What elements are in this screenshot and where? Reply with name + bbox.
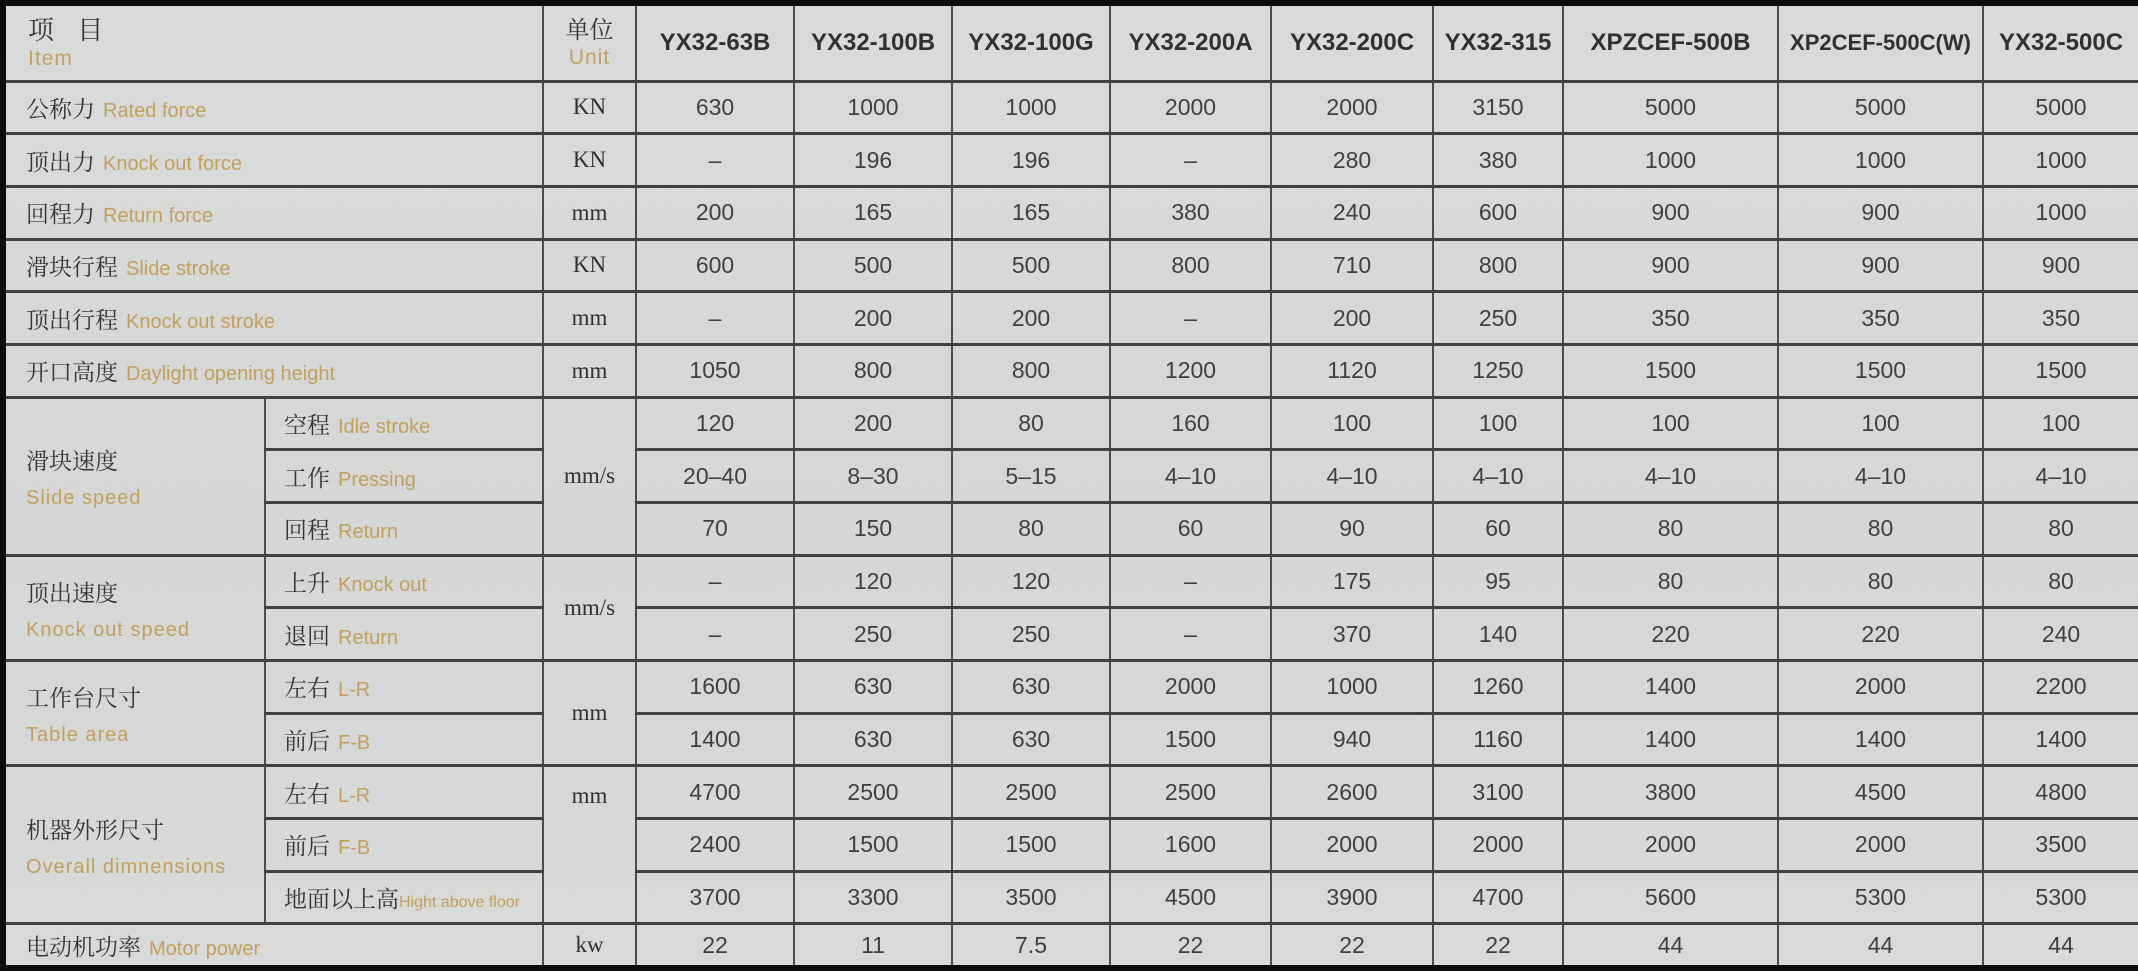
value-cell: 4–10 bbox=[1983, 450, 2138, 503]
row-label-en: F-B bbox=[338, 731, 371, 754]
table-row bbox=[3, 924, 2138, 968]
model-column-header: YX32-500C bbox=[1983, 3, 2138, 81]
row-label-zh: 公称力 bbox=[26, 95, 95, 122]
value-cell: 5300 bbox=[1983, 871, 2138, 924]
row-label bbox=[3, 292, 543, 345]
value-cell: 120 bbox=[952, 555, 1110, 608]
sub-row-label bbox=[265, 818, 543, 871]
value-cell: 800 bbox=[952, 344, 1110, 397]
value-cell: 4–10 bbox=[1563, 450, 1778, 503]
row-label-zh: 顶出行程 bbox=[26, 306, 118, 333]
row-label-zh: 电动机功率 bbox=[26, 933, 141, 960]
value-cell: 200 bbox=[636, 186, 794, 239]
value-cell: 20–40 bbox=[636, 450, 794, 503]
row-label-en: Motor power bbox=[149, 937, 261, 960]
value-cell: – bbox=[636, 608, 794, 661]
unit-cell: mm bbox=[543, 186, 636, 239]
spec-table-body bbox=[3, 81, 2138, 968]
value-cell: 2200 bbox=[1983, 660, 2138, 713]
value-cell: 630 bbox=[952, 660, 1110, 713]
value-cell: 250 bbox=[794, 608, 952, 661]
value-cell: 11 bbox=[794, 924, 952, 968]
table-row bbox=[3, 344, 2138, 397]
group-label-zh: 工作台尺寸 bbox=[26, 685, 141, 712]
row-label-zh: 开口高度 bbox=[26, 359, 118, 386]
group-label bbox=[3, 766, 265, 924]
model-column-header: YX32-100B bbox=[794, 3, 952, 81]
row-label-zh: 滑块行程 bbox=[26, 253, 118, 280]
value-cell: – bbox=[636, 292, 794, 345]
value-cell: 600 bbox=[636, 239, 794, 292]
value-cell: 3150 bbox=[1433, 81, 1563, 134]
value-cell: 350 bbox=[1778, 292, 1983, 345]
row-label-en: Pressing bbox=[338, 468, 416, 491]
row-label bbox=[3, 344, 543, 397]
value-cell: 280 bbox=[1271, 134, 1433, 187]
value-cell: 1000 bbox=[1271, 660, 1433, 713]
value-cell: 200 bbox=[794, 292, 952, 345]
sub-row-label bbox=[265, 608, 543, 661]
table-row bbox=[3, 134, 2138, 187]
header-row bbox=[3, 3, 2138, 81]
value-cell: 2000 bbox=[1778, 818, 1983, 871]
row-label-zh: 左右 bbox=[284, 675, 330, 702]
value-cell: 2400 bbox=[636, 818, 794, 871]
value-cell: 44 bbox=[1563, 924, 1778, 968]
model-column-header: YX32-200A bbox=[1110, 3, 1271, 81]
value-cell: 120 bbox=[794, 555, 952, 608]
value-cell: 1200 bbox=[1110, 344, 1271, 397]
value-cell: 200 bbox=[1271, 292, 1433, 345]
value-cell: 940 bbox=[1271, 713, 1433, 766]
table-row bbox=[3, 239, 2138, 292]
sub-row-label bbox=[265, 397, 543, 450]
value-cell: 1400 bbox=[1563, 713, 1778, 766]
value-cell: 3900 bbox=[1271, 871, 1433, 924]
value-cell: 1500 bbox=[1778, 344, 1983, 397]
value-cell: 500 bbox=[952, 239, 1110, 292]
value-cell: 4700 bbox=[636, 766, 794, 819]
unit-cell: KN bbox=[543, 81, 636, 134]
value-cell: 200 bbox=[952, 292, 1110, 345]
value-cell: 1500 bbox=[1563, 344, 1778, 397]
unit-cell: KN bbox=[543, 239, 636, 292]
row-label-en: Return bbox=[338, 626, 399, 649]
table-row bbox=[3, 713, 2138, 766]
value-cell: – bbox=[1110, 608, 1271, 661]
value-cell: 1500 bbox=[1110, 713, 1271, 766]
value-cell: – bbox=[636, 134, 794, 187]
row-label bbox=[3, 186, 543, 239]
table-row bbox=[3, 766, 2138, 819]
group-label-en: Overall dimnensions bbox=[26, 855, 227, 878]
value-cell: 1250 bbox=[1433, 344, 1563, 397]
value-cell: – bbox=[1110, 292, 1271, 345]
value-cell: 100 bbox=[1271, 397, 1433, 450]
value-cell: – bbox=[1110, 134, 1271, 187]
item-label-zh: 项 目 bbox=[28, 15, 112, 46]
value-cell: 150 bbox=[794, 502, 952, 555]
value-cell: 630 bbox=[952, 713, 1110, 766]
value-cell: 1000 bbox=[1563, 134, 1778, 187]
value-cell: 175 bbox=[1271, 555, 1433, 608]
value-cell: 800 bbox=[1110, 239, 1271, 292]
value-cell: 60 bbox=[1110, 502, 1271, 555]
group-label-en: Slide speed bbox=[26, 486, 142, 509]
value-cell: 380 bbox=[1433, 134, 1563, 187]
unit-cell: mm bbox=[543, 766, 636, 924]
unit-cell: KN bbox=[543, 134, 636, 187]
value-cell: – bbox=[636, 555, 794, 608]
row-label-zh: 回程力 bbox=[26, 201, 95, 228]
value-cell: 2000 bbox=[1110, 660, 1271, 713]
value-cell: 900 bbox=[1983, 239, 2138, 292]
value-cell: 800 bbox=[1433, 239, 1563, 292]
value-cell: 100 bbox=[1983, 397, 2138, 450]
value-cell: 60 bbox=[1433, 502, 1563, 555]
value-cell: 900 bbox=[1563, 239, 1778, 292]
row-label-zh: 左右 bbox=[284, 780, 330, 807]
value-cell: 2600 bbox=[1271, 766, 1433, 819]
table-row bbox=[3, 818, 2138, 871]
value-cell: 3300 bbox=[794, 871, 952, 924]
sub-row-label bbox=[265, 871, 543, 924]
row-label-zh: 前后 bbox=[284, 833, 330, 860]
value-cell: 500 bbox=[794, 239, 952, 292]
value-cell: 900 bbox=[1563, 186, 1778, 239]
model-column-header: YX32-63B bbox=[636, 3, 794, 81]
value-cell: 4–10 bbox=[1433, 450, 1563, 503]
value-cell: 5300 bbox=[1778, 871, 1983, 924]
row-label bbox=[3, 81, 543, 134]
row-label-en: Hight above floor bbox=[399, 893, 520, 911]
model-column-header: YX32-200C bbox=[1271, 3, 1433, 81]
value-cell: 5600 bbox=[1563, 871, 1778, 924]
row-label-zh: 地面以上高 bbox=[284, 885, 399, 912]
value-cell: 165 bbox=[794, 186, 952, 239]
value-cell: 800 bbox=[794, 344, 952, 397]
table-row bbox=[3, 502, 2138, 555]
value-cell: 80 bbox=[1563, 555, 1778, 608]
value-cell: 630 bbox=[794, 713, 952, 766]
value-cell: 7.5 bbox=[952, 924, 1110, 968]
row-label bbox=[3, 134, 543, 187]
value-cell: 22 bbox=[1271, 924, 1433, 968]
group-label bbox=[3, 660, 265, 765]
row-label-en: Rated force bbox=[103, 99, 207, 122]
value-cell: 5000 bbox=[1778, 81, 1983, 134]
row-label-en: F-B bbox=[338, 837, 371, 860]
unit-cell: mm/s bbox=[543, 555, 636, 660]
value-cell: 196 bbox=[952, 134, 1110, 187]
group-label-zh: 机器外形尺寸 bbox=[26, 816, 164, 843]
value-cell: 165 bbox=[952, 186, 1110, 239]
value-cell: 4500 bbox=[1778, 766, 1983, 819]
table-row bbox=[3, 450, 2138, 503]
value-cell: 4700 bbox=[1433, 871, 1563, 924]
row-label-en: Return force bbox=[103, 205, 214, 228]
row-label bbox=[3, 924, 543, 968]
value-cell: 44 bbox=[1778, 924, 1983, 968]
value-cell: 5–15 bbox=[952, 450, 1110, 503]
row-label bbox=[3, 239, 543, 292]
value-cell: 80 bbox=[1778, 555, 1983, 608]
table-row bbox=[3, 660, 2138, 713]
sub-row-label bbox=[265, 450, 543, 503]
value-cell: 100 bbox=[1433, 397, 1563, 450]
value-cell: 900 bbox=[1778, 186, 1983, 239]
value-cell: 2000 bbox=[1110, 81, 1271, 134]
value-cell: 1400 bbox=[1563, 660, 1778, 713]
unit-label-en: Unit bbox=[568, 45, 611, 69]
value-cell: 80 bbox=[1983, 555, 2138, 608]
model-column-header: YX32-100G bbox=[952, 3, 1110, 81]
value-cell: 196 bbox=[794, 134, 952, 187]
value-cell: 630 bbox=[636, 81, 794, 134]
value-cell: 3700 bbox=[636, 871, 794, 924]
value-cell: 1400 bbox=[1983, 713, 2138, 766]
unit-column-header bbox=[543, 3, 636, 81]
value-cell: 240 bbox=[1271, 186, 1433, 239]
row-label-zh: 顶出力 bbox=[26, 148, 95, 175]
value-cell: 2000 bbox=[1271, 81, 1433, 134]
item-label-en: Item bbox=[28, 46, 73, 70]
value-cell: 240 bbox=[1983, 608, 2138, 661]
value-cell: 2000 bbox=[1433, 818, 1563, 871]
value-cell: 900 bbox=[1778, 239, 1983, 292]
value-cell: 350 bbox=[1563, 292, 1778, 345]
value-cell: 1160 bbox=[1433, 713, 1563, 766]
value-cell: 8–30 bbox=[794, 450, 952, 503]
model-column-header: XP2CEF-500C(W) bbox=[1778, 3, 1983, 81]
unit-cell: mm bbox=[543, 660, 636, 765]
value-cell: 2000 bbox=[1563, 818, 1778, 871]
sub-row-label bbox=[265, 660, 543, 713]
value-cell: 22 bbox=[636, 924, 794, 968]
table-row bbox=[3, 186, 2138, 239]
value-cell: 2500 bbox=[1110, 766, 1271, 819]
value-cell: 1000 bbox=[1983, 134, 2138, 187]
value-cell: 80 bbox=[952, 397, 1110, 450]
value-cell: 2000 bbox=[1778, 660, 1983, 713]
value-cell: 120 bbox=[636, 397, 794, 450]
row-label-en: Knock out force bbox=[103, 152, 242, 175]
value-cell: 100 bbox=[1778, 397, 1983, 450]
value-cell: 160 bbox=[1110, 397, 1271, 450]
table-row bbox=[3, 871, 2138, 924]
value-cell: 4–10 bbox=[1778, 450, 1983, 503]
value-cell: 250 bbox=[952, 608, 1110, 661]
table-row bbox=[3, 608, 2138, 661]
table-row bbox=[3, 555, 2138, 608]
value-cell: 140 bbox=[1433, 608, 1563, 661]
value-cell: 1600 bbox=[636, 660, 794, 713]
value-cell: 370 bbox=[1271, 608, 1433, 661]
row-label-en: Daylight opening height bbox=[126, 363, 336, 386]
value-cell: 3500 bbox=[952, 871, 1110, 924]
value-cell: 80 bbox=[1983, 502, 2138, 555]
table-header bbox=[3, 3, 2138, 81]
value-cell: 1120 bbox=[1271, 344, 1433, 397]
value-cell: 1500 bbox=[794, 818, 952, 871]
value-cell: 1600 bbox=[1110, 818, 1271, 871]
value-cell: 90 bbox=[1271, 502, 1433, 555]
value-cell: 600 bbox=[1433, 186, 1563, 239]
value-cell: 80 bbox=[952, 502, 1110, 555]
row-label-zh: 工作 bbox=[284, 464, 330, 491]
value-cell: 1500 bbox=[952, 818, 1110, 871]
value-cell: 100 bbox=[1563, 397, 1778, 450]
value-cell: 710 bbox=[1271, 239, 1433, 292]
value-cell: 1260 bbox=[1433, 660, 1563, 713]
row-label-zh: 前后 bbox=[284, 727, 330, 754]
value-cell: 250 bbox=[1433, 292, 1563, 345]
row-label-en: Knock out bbox=[338, 573, 427, 596]
value-cell: 4500 bbox=[1110, 871, 1271, 924]
row-label-zh: 退回 bbox=[284, 622, 330, 649]
row-label-en: Return bbox=[338, 521, 399, 544]
unit-cell: mm bbox=[543, 292, 636, 345]
table-row bbox=[3, 397, 2138, 450]
model-column-header: XPZCEF-500B bbox=[1563, 3, 1778, 81]
value-cell: 220 bbox=[1563, 608, 1778, 661]
sub-row-label bbox=[265, 555, 543, 608]
value-cell: 1000 bbox=[794, 81, 952, 134]
value-cell: 80 bbox=[1778, 502, 1983, 555]
value-cell: 3500 bbox=[1983, 818, 2138, 871]
value-cell: 1050 bbox=[636, 344, 794, 397]
unit-cell: mm/s bbox=[543, 397, 636, 555]
value-cell: 4800 bbox=[1983, 766, 2138, 819]
value-cell: 1400 bbox=[1778, 713, 1983, 766]
row-label-zh: 上升 bbox=[284, 569, 330, 596]
value-cell: 380 bbox=[1110, 186, 1271, 239]
value-cell: 350 bbox=[1983, 292, 2138, 345]
row-label-zh: 空程 bbox=[284, 411, 330, 438]
group-label-en: Table area bbox=[26, 723, 130, 746]
table-row bbox=[3, 81, 2138, 134]
value-cell: 22 bbox=[1110, 924, 1271, 968]
value-cell: 630 bbox=[794, 660, 952, 713]
value-cell: 44 bbox=[1983, 924, 2138, 968]
value-cell: 1000 bbox=[1778, 134, 1983, 187]
value-cell: 4–10 bbox=[1271, 450, 1433, 503]
value-cell: 5000 bbox=[1983, 81, 2138, 134]
table-row bbox=[3, 292, 2138, 345]
row-label-en: L-R bbox=[338, 679, 371, 702]
value-cell: 220 bbox=[1778, 608, 1983, 661]
value-cell: 2000 bbox=[1271, 818, 1433, 871]
group-label bbox=[3, 397, 265, 555]
value-cell: 200 bbox=[794, 397, 952, 450]
sub-row-label bbox=[265, 713, 543, 766]
value-cell: 1000 bbox=[1983, 186, 2138, 239]
value-cell: 4–10 bbox=[1110, 450, 1271, 503]
unit-cell: mm bbox=[543, 344, 636, 397]
value-cell: 70 bbox=[636, 502, 794, 555]
value-cell: 2500 bbox=[952, 766, 1110, 819]
value-cell: 2500 bbox=[794, 766, 952, 819]
sub-row-label bbox=[265, 502, 543, 555]
value-cell: 3800 bbox=[1563, 766, 1778, 819]
value-cell: 3100 bbox=[1433, 766, 1563, 819]
unit-label-zh: 单位 bbox=[565, 16, 614, 44]
row-label-en: Knock out stroke bbox=[126, 310, 275, 333]
value-cell: – bbox=[1110, 555, 1271, 608]
group-label-zh: 顶出速度 bbox=[26, 579, 118, 606]
item-column-header bbox=[3, 3, 543, 81]
row-label-zh: 回程 bbox=[284, 517, 330, 544]
group-label bbox=[3, 555, 265, 660]
value-cell: 1400 bbox=[636, 713, 794, 766]
value-cell: 1500 bbox=[1983, 344, 2138, 397]
group-label-zh: 滑块速度 bbox=[26, 448, 118, 475]
value-cell: 5000 bbox=[1563, 81, 1778, 134]
value-cell: 80 bbox=[1563, 502, 1778, 555]
model-column-header: YX32-315 bbox=[1433, 3, 1563, 81]
row-label-en: Idle stroke bbox=[338, 415, 431, 438]
value-cell: 95 bbox=[1433, 555, 1563, 608]
sub-row-label bbox=[265, 766, 543, 819]
value-cell: 22 bbox=[1433, 924, 1563, 968]
row-label-en: L-R bbox=[338, 784, 371, 807]
group-label-en: Knock out speed bbox=[26, 618, 190, 641]
unit-cell: kw bbox=[543, 924, 636, 968]
row-label-en: Slide stroke bbox=[126, 257, 231, 280]
value-cell: 1000 bbox=[952, 81, 1110, 134]
